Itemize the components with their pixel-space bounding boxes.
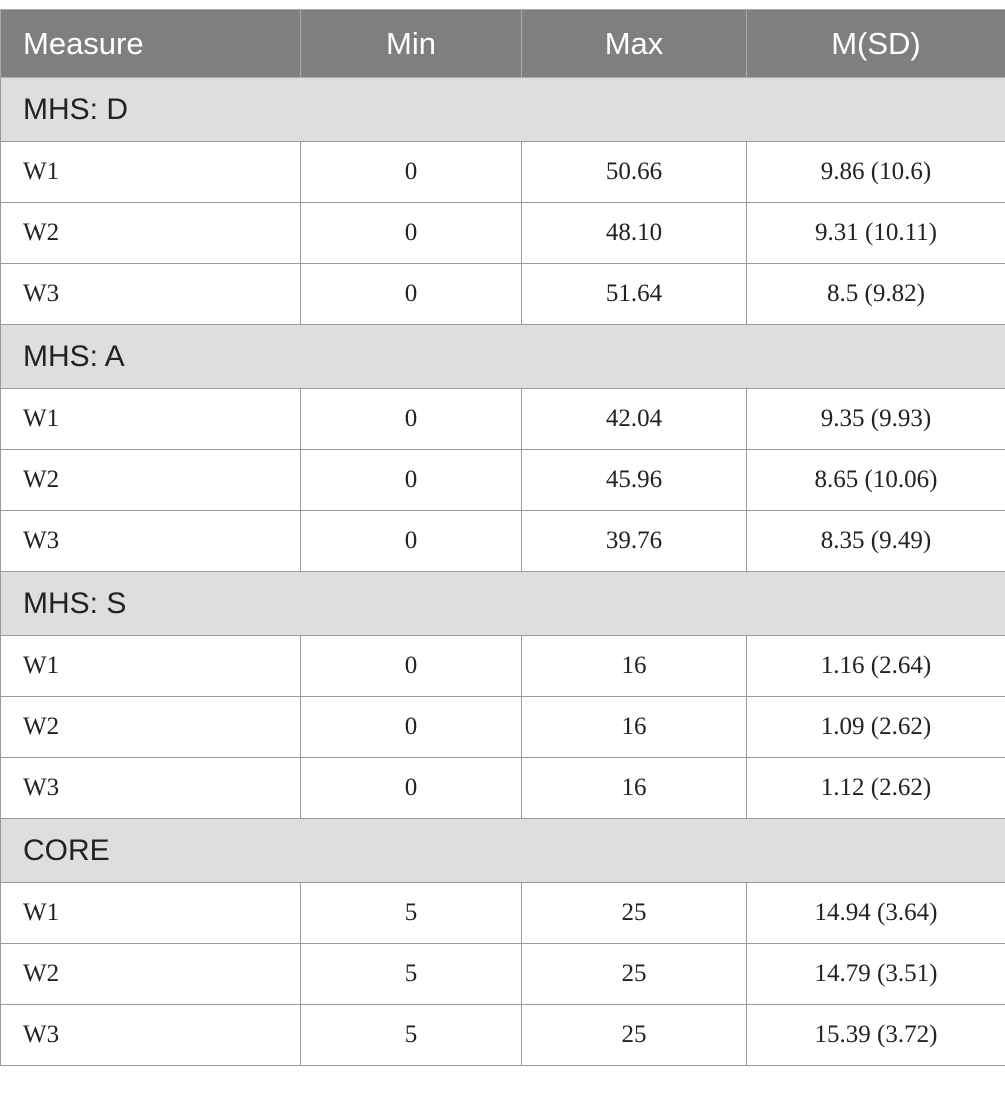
cell-msd: 9.31 (10.11) — [747, 203, 1005, 264]
cell-max: 25 — [522, 1005, 747, 1066]
cell-min: 0 — [301, 264, 522, 325]
table-row — [1, 883, 1005, 944]
group-row-mhs-d — [1, 78, 1005, 142]
cell-min: 5 — [301, 944, 522, 1005]
cell-msd: 1.16 (2.64) — [747, 636, 1005, 697]
row-label: W2 — [1, 944, 301, 1005]
cell-msd: 1.12 (2.62) — [747, 758, 1005, 819]
cell-msd: 14.94 (3.64) — [747, 883, 1005, 944]
table-row — [1, 389, 1005, 450]
cell-msd: 8.35 (9.49) — [747, 511, 1005, 572]
row-label: W3 — [1, 511, 301, 572]
row-label: W3 — [1, 1005, 301, 1066]
group-row-core — [1, 819, 1005, 883]
cell-min: 0 — [301, 511, 522, 572]
group-title: CORE — [1, 819, 1005, 883]
cell-msd: 8.65 (10.06) — [747, 450, 1005, 511]
cell-max: 16 — [522, 636, 747, 697]
cell-min: 0 — [301, 758, 522, 819]
group-title: MHS: D — [1, 78, 1005, 142]
cell-msd: 14.79 (3.51) — [747, 944, 1005, 1005]
cell-max: 48.10 — [522, 203, 747, 264]
table-row — [1, 264, 1005, 325]
cell-min: 0 — [301, 450, 522, 511]
cell-min: 0 — [301, 142, 522, 203]
cell-msd: 8.5 (9.82) — [747, 264, 1005, 325]
group-row-mhs-s — [1, 572, 1005, 636]
group-title: MHS: S — [1, 572, 1005, 636]
table-row — [1, 636, 1005, 697]
cell-max: 25 — [522, 944, 747, 1005]
group-row-mhs-a — [1, 325, 1005, 389]
table-row — [1, 758, 1005, 819]
cell-msd: 1.09 (2.62) — [747, 697, 1005, 758]
table-row — [1, 450, 1005, 511]
cell-max: 39.76 — [522, 511, 747, 572]
cell-min: 0 — [301, 636, 522, 697]
table-row — [1, 697, 1005, 758]
header-row — [1, 10, 1005, 78]
row-label: W1 — [1, 883, 301, 944]
cell-max: 50.66 — [522, 142, 747, 203]
cell-min: 0 — [301, 203, 522, 264]
cell-min: 5 — [301, 1005, 522, 1066]
row-label: W3 — [1, 264, 301, 325]
row-label: W1 — [1, 389, 301, 450]
group-title: MHS: A — [1, 325, 1005, 389]
cell-max: 51.64 — [522, 264, 747, 325]
row-label: W2 — [1, 450, 301, 511]
row-label: W2 — [1, 697, 301, 758]
row-label: W2 — [1, 203, 301, 264]
header-min: Min — [301, 10, 522, 78]
table-row — [1, 142, 1005, 203]
table-row — [1, 944, 1005, 1005]
cell-min: 0 — [301, 389, 522, 450]
row-label: W1 — [1, 636, 301, 697]
cell-msd: 15.39 (3.72) — [747, 1005, 1005, 1066]
row-label: W3 — [1, 758, 301, 819]
cell-max: 42.04 — [522, 389, 747, 450]
cell-max: 45.96 — [522, 450, 747, 511]
cell-max: 25 — [522, 883, 747, 944]
cell-msd: 9.86 (10.6) — [747, 142, 1005, 203]
row-label: W1 — [1, 142, 301, 203]
header-max: Max — [522, 10, 747, 78]
cell-min: 0 — [301, 697, 522, 758]
table-row — [1, 511, 1005, 572]
table-row — [1, 203, 1005, 264]
descriptive-stats-table — [0, 9, 1005, 1066]
cell-msd: 9.35 (9.93) — [747, 389, 1005, 450]
header-msd: M(SD) — [747, 10, 1005, 78]
cell-min: 5 — [301, 883, 522, 944]
cell-max: 16 — [522, 758, 747, 819]
table-row — [1, 1005, 1005, 1066]
header-measure: Measure — [1, 10, 301, 78]
cell-max: 16 — [522, 697, 747, 758]
